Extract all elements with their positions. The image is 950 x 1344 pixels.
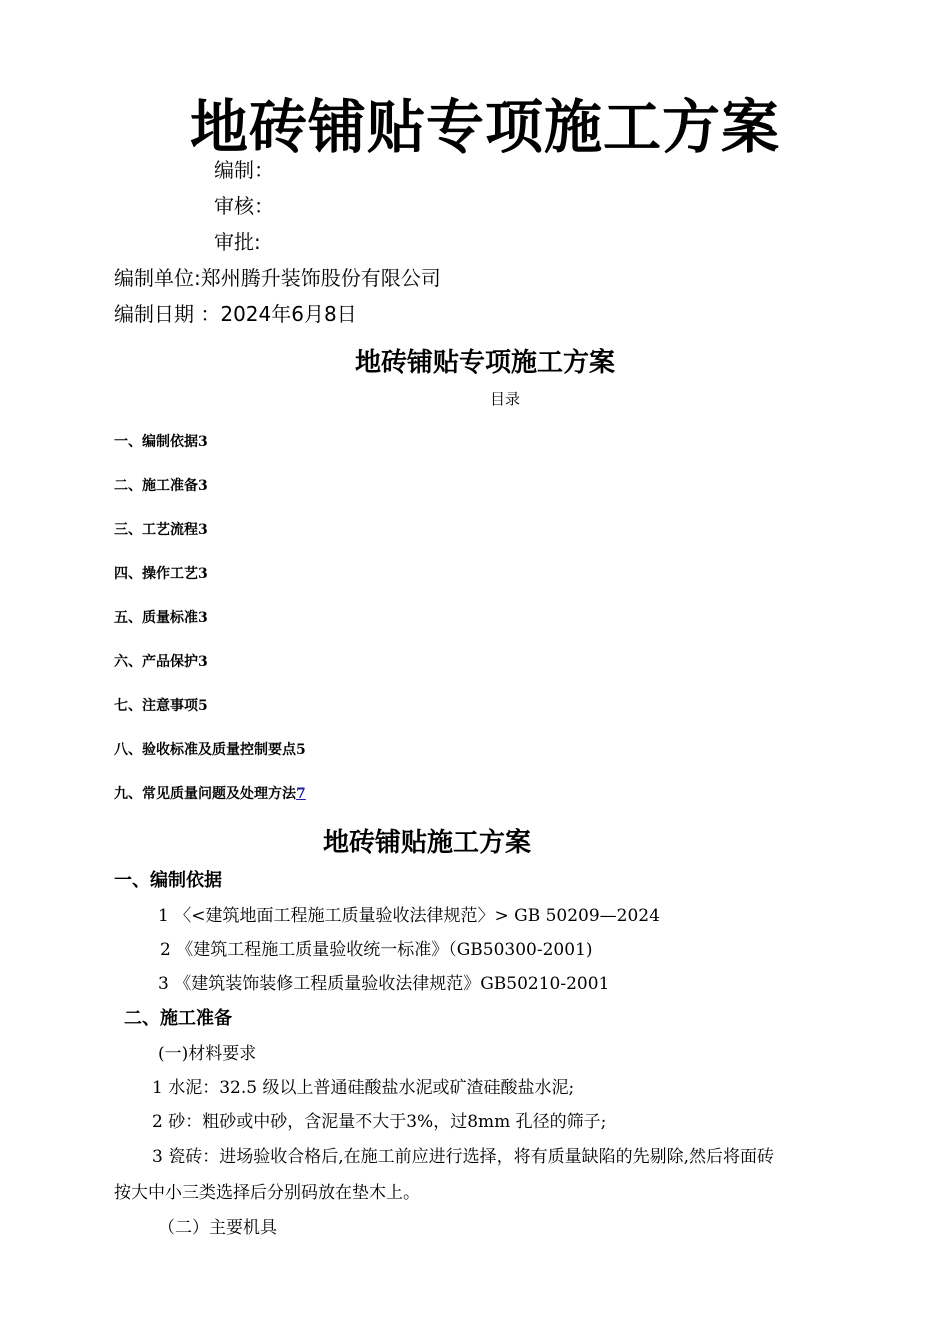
section-heading-basis: 一、编制依据 xyxy=(114,870,222,891)
material-item-tile-line2: 按大中小三类选择后分别码放在垫木上。 xyxy=(114,1183,420,1203)
body-title: 地砖铺贴施工方案 xyxy=(322,828,531,858)
basis-item: 2 《建筑工程施工质量验收统一标准》（GB50300-2001) xyxy=(160,940,593,960)
reviewer-label: 审核： xyxy=(214,194,274,218)
toc-item[interactable]: 二、施工准备3 xyxy=(114,478,208,494)
main-tools-heading: （二）主要机具 xyxy=(158,1218,277,1238)
toc-item-last-text: 九、常见质量问题及处理方法 xyxy=(114,786,296,802)
section-heading-preparation: 二、施工准备 xyxy=(124,1008,232,1029)
toc-item[interactable]: 八、验收标准及质量控制要点5 xyxy=(114,742,306,758)
toc-item[interactable]: 三、工艺流程3 xyxy=(114,522,208,538)
toc-item-last[interactable] xyxy=(114,783,306,803)
toc-page-link[interactable]: 7 xyxy=(296,786,306,802)
material-requirements-heading: (一)材料要求 xyxy=(158,1044,257,1064)
basis-item: 3 《建筑装饰装修工程质量验收法律规范》GB50210-2001 xyxy=(158,974,610,994)
toc-item[interactable]: 六、产品保护3 xyxy=(114,654,208,670)
cover-title: 地砖铺贴专项施工方案 xyxy=(189,93,780,161)
basis-item: 1 〈<建筑地面工程施工质量验收法律规范〉> GB 50209—2024 xyxy=(158,906,660,926)
toc-item[interactable]: 五、质量标准3 xyxy=(114,610,208,626)
compile-date: 编制日期 ：2024年6月8日 xyxy=(114,302,357,326)
toc-item[interactable]: 一、编制依据3 xyxy=(114,434,208,450)
compile-unit: 编制单位:郑州腾升装饰股份有限公司 xyxy=(114,266,441,290)
material-item: 1 水泥：32.5 级以上普通硅酸盐水泥或矿渣硅酸盐水泥; xyxy=(152,1078,575,1098)
toc-item[interactable]: 七、注意事项5 xyxy=(114,698,208,714)
toc-heading: 目录 xyxy=(489,390,520,408)
toc-item[interactable]: 四、操作工艺3 xyxy=(114,566,208,582)
toc-document-title: 地砖铺贴专项施工方案 xyxy=(354,348,615,378)
material-item: 2 砂：粗砂或中砂，含泥量不大于3%，过8mm 孔径的筛子; xyxy=(152,1112,607,1132)
compiler-label: 编制： xyxy=(214,158,274,182)
material-item-tile-line1: 3 瓷砖：进场验收合格后,在施工前应进行选择，将有质量缺陷的先剔除,然后将面砖 xyxy=(152,1147,775,1167)
approver-label: 审批: xyxy=(214,230,261,254)
